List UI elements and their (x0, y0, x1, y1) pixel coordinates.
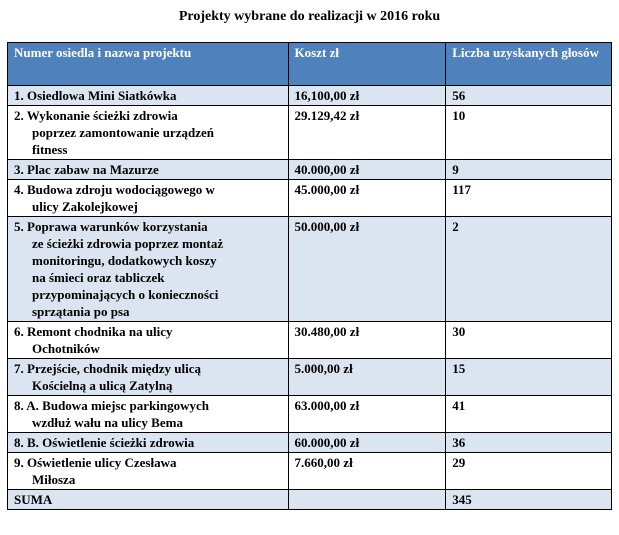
votes-cell: 2 (446, 217, 612, 322)
cost-cell: 45.000,00 zł (288, 180, 446, 217)
votes-cell: 56 (446, 86, 612, 106)
header-votes: Liczba uzyskanych głosów (446, 43, 612, 86)
table-row (8, 396, 612, 433)
project-name-line: poprzez zamontowanie urządzeń (32, 125, 214, 140)
votes-cell: 36 (446, 433, 612, 453)
project-name-line: fitness (32, 142, 68, 157)
project-name-line: 5. Poprawa warunków korzystania (14, 219, 208, 234)
cost-cell: 63.000,00 zł (288, 396, 446, 433)
project-name-line: ulicy Zakolejkowej (32, 199, 138, 214)
project-name-cell (8, 322, 289, 359)
cost-cell: 30.480,00 zł (288, 322, 446, 359)
project-name-line: na śmieci oraz tabliczek (32, 270, 165, 285)
page-title: Projekty wybrane do realizacji w 2016 roku (178, 9, 441, 24)
project-name-line: Kościelną a ulicą Zatylną (32, 378, 173, 393)
project-name-line: 4. Budowa zdroju wodociągowego w (14, 182, 215, 197)
project-name-line: ze ścieżki zdrowia poprzez montaż (32, 236, 224, 251)
project-name-line: 8. A. Budowa miejsc parkingowych (14, 398, 210, 413)
project-name-line: Miłosza (32, 472, 76, 487)
cost-cell: 7.660,00 zł (288, 453, 446, 490)
votes-cell: 117 (446, 180, 612, 217)
total-cost (288, 490, 446, 510)
votes-cell: 10 (446, 106, 612, 160)
projects-table (7, 42, 612, 510)
total-votes: 345 (446, 490, 612, 510)
votes-cell: 30 (446, 322, 612, 359)
table-header-row (8, 43, 612, 86)
project-name-cell (8, 180, 289, 217)
table-row (8, 433, 612, 453)
table-row (8, 217, 612, 322)
table-row (8, 180, 612, 217)
table-row (8, 86, 612, 106)
votes-cell: 9 (446, 160, 612, 180)
table-body (8, 86, 612, 490)
project-name-cell (8, 106, 289, 160)
total-label: SUMA (8, 490, 289, 510)
cost-cell: 29.129,42 zł (288, 106, 446, 160)
table-row (8, 106, 612, 160)
project-name-line: Ochotników (32, 341, 100, 356)
cost-cell: 50.000,00 zł (288, 217, 446, 322)
project-name-cell (8, 160, 289, 180)
project-name-line: monitoringu, dodatkowych koszy (32, 253, 217, 268)
project-name-line: 7. Przejście, chodnik między ulicą (14, 361, 202, 376)
project-name-line: przypominających o konieczności (32, 287, 219, 302)
table-row (8, 359, 612, 396)
project-name-cell (8, 433, 289, 453)
cost-cell: 5.000,00 zł (288, 359, 446, 396)
project-name-line: 8. B. Oświetlenie ścieżki zdrowia (14, 435, 195, 450)
cost-cell: 40.000,00 zł (288, 160, 446, 180)
table-row (8, 322, 612, 359)
project-name-cell (8, 86, 289, 106)
project-name-line: 3. Plac zabaw na Mazurze (14, 162, 159, 177)
cost-cell: 16,100,00 zł (288, 86, 446, 106)
project-name-line: 9. Oświetlenie ulicy Czesława (14, 455, 177, 470)
project-name-cell (8, 217, 289, 322)
header-project: Numer osiedla i nazwa projektu (8, 43, 289, 86)
cost-cell: 60.000,00 zł (288, 433, 446, 453)
total-row (8, 490, 612, 510)
project-name-line: 6. Remont chodnika na ulicy (14, 324, 173, 339)
project-name-line: sprzątania po psa (32, 304, 130, 319)
votes-cell: 29 (446, 453, 612, 490)
header-cost: Koszt zł (288, 43, 446, 86)
votes-cell: 15 (446, 359, 612, 396)
votes-cell: 41 (446, 396, 612, 433)
project-name-line: 2. Wykonanie ścieżki zdrowia (14, 108, 178, 123)
project-name-cell (8, 396, 289, 433)
table-row (8, 453, 612, 490)
project-name-line: wzdłuż wału na ulicy Bema (32, 415, 183, 430)
project-name-line: 1. Osiedlowa Mini Siatkówka (14, 88, 177, 103)
project-name-cell (8, 453, 289, 490)
project-name-cell (8, 359, 289, 396)
table-row (8, 160, 612, 180)
